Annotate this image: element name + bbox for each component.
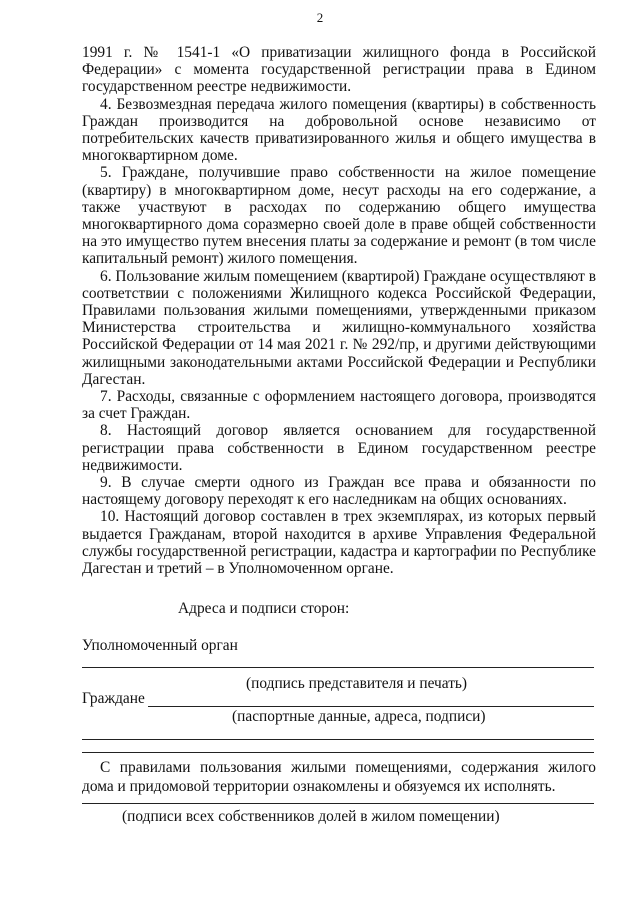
citizens-signature-line — [148, 706, 594, 707]
authority-caption: (подпись представителя и печать) — [246, 675, 468, 692]
contract-body — [82, 44, 596, 577]
owners-signature-line — [82, 803, 594, 804]
paragraph-7: 7. Расходы, связанные с оформлением настоящего договора, производятся за счет Граждан. — [82, 388, 596, 423]
citizens-extra-line-2 — [82, 752, 594, 753]
paragraph-9: 9. В случае смерти одного из Граждан все права и обязанности по настоящему договору переходят к его наследникам на общих основаниях. — [82, 474, 596, 509]
acknowledgement-text: С правилами пользования жилыми помещениями, содержания жилого дома и придомовой территории ознакомлены и обязуемся их исполнять. — [82, 759, 596, 795]
authority-signature-line — [82, 667, 594, 668]
authority-label: Уполномоченный орган — [82, 637, 238, 654]
paragraph-4: 4. Безвозмездная передача жилого помещения (квартиры) в собственность Граждан производится на добровольной основе независимо от потребительских качеств приватизированного жилья и общего имущества в многоквартирном доме. — [82, 95, 596, 165]
citizens-caption: (паспортные данные, адреса, подписи) — [232, 708, 486, 725]
citizens-label: Граждане — [82, 690, 145, 707]
addresses-title: Адреса и подписи сторон: — [178, 600, 350, 617]
paragraph-continuation: 1991 г. № 1541-1 «О приватизации жилищного фонда в Российской Федерации» с момента государственной регистрации права в Едином государственном реестре недвижимости. — [82, 44, 596, 96]
paragraph-6: 6. Пользование жилым помещением (квартирой) Граждане осуществляют в соответствии с положениями Жилищного кодекса Российской Федерации, Правилами пользования жилыми помещениями, утвержденными приказом Министерства строительства и жилищно-коммунального хозяйства Российской Федерации от 14 мая 2021 г. № 292/пр, и другими действующими жилищными законодательными актами Российской Федерации и Республики Дагестан. — [82, 267, 596, 388]
paragraph-10: 10. Настоящий договор составлен в трех экземплярах, из которых первый выдается Гражданам, второй находится в архиве Управления Федеральной службы государственной регистрации, кадастра и картографии по Республике Дагестан и третий – в Уполномоченном органе. — [82, 508, 596, 578]
page-number: 2 — [316, 10, 324, 25]
paragraph-5: 5. Граждане, получившие право собственности на жилое помещение (квартиру) в многоквартирном доме, несут расходы на его содержание, а также участвуют в расходах по содержанию общего имущества многоквартирного дома соразмерно своей доле в праве общей собственности на это имущество путем внесения платы за содержание и ремонт (в том числе капитальный ремонт) жилого помещения. — [82, 164, 596, 268]
owners-caption: (подписи всех собственников долей в жилом помещении) — [122, 808, 500, 825]
citizens-extra-line-1 — [82, 739, 594, 740]
paragraph-8: 8. Настоящий договор является основанием для государственной регистрации права собственности в Едином государственном реестре недвижимости. — [82, 422, 596, 474]
